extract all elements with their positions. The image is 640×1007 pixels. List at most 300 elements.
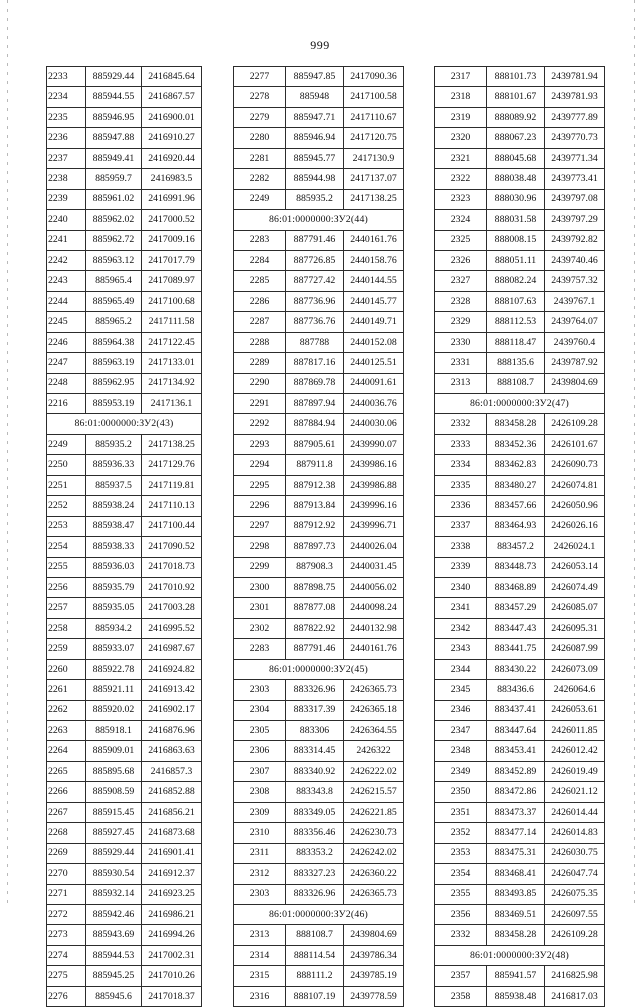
coordinate-row bbox=[435, 537, 605, 557]
y-coordinate: 2439781.94 bbox=[545, 67, 605, 87]
point-number: 2277 bbox=[234, 67, 286, 87]
coordinate-row bbox=[47, 394, 202, 414]
point-number: 2278 bbox=[234, 87, 286, 107]
coordinate-row bbox=[47, 823, 202, 843]
x-coordinate: 885938.48 bbox=[487, 986, 545, 1006]
y-coordinate: 2439770.73 bbox=[545, 128, 605, 148]
point-number: 2233 bbox=[47, 67, 86, 87]
point-number: 2247 bbox=[47, 353, 86, 373]
coordinate-row bbox=[47, 169, 202, 189]
x-coordinate: 887911.8 bbox=[286, 455, 344, 475]
point-number: 2237 bbox=[47, 148, 86, 168]
point-number: 2317 bbox=[435, 67, 487, 87]
parcel-id: 86:01:0000000:ЗУ2(47) bbox=[435, 394, 605, 414]
coordinate-row bbox=[435, 455, 605, 475]
y-coordinate: 2440145.77 bbox=[344, 291, 404, 311]
point-number: 2332 bbox=[435, 925, 487, 945]
x-coordinate: 885941.57 bbox=[487, 966, 545, 986]
y-coordinate: 2416857.3 bbox=[142, 761, 202, 781]
x-coordinate: 887791.46 bbox=[286, 639, 344, 659]
x-coordinate: 885929.44 bbox=[86, 843, 142, 863]
y-coordinate: 2440030.06 bbox=[344, 414, 404, 434]
y-coordinate: 2426087.99 bbox=[545, 639, 605, 659]
y-coordinate: 2426074.81 bbox=[545, 475, 605, 495]
parcel-id: 86:01:0000000:ЗУ2(43) bbox=[47, 414, 202, 434]
y-coordinate: 2439804.69 bbox=[545, 373, 605, 393]
coordinate-row bbox=[47, 516, 202, 536]
y-coordinate: 2416910.27 bbox=[142, 128, 202, 148]
point-number: 2243 bbox=[47, 271, 86, 291]
y-coordinate: 2426109.28 bbox=[545, 925, 605, 945]
y-coordinate: 2417100.44 bbox=[142, 516, 202, 536]
point-number: 2350 bbox=[435, 782, 487, 802]
y-coordinate: 2416900.01 bbox=[142, 107, 202, 127]
x-coordinate: 885938.24 bbox=[86, 496, 142, 516]
coordinate-row bbox=[435, 618, 605, 638]
y-coordinate: 2416983.5 bbox=[142, 169, 202, 189]
x-coordinate: 883436.6 bbox=[487, 680, 545, 700]
x-coordinate: 885936.03 bbox=[86, 557, 142, 577]
point-number: 2299 bbox=[234, 557, 286, 577]
y-coordinate: 2440031.45 bbox=[344, 557, 404, 577]
y-coordinate: 2417009.16 bbox=[142, 230, 202, 250]
coordinate-row bbox=[47, 639, 202, 659]
y-coordinate: 2416817.03 bbox=[545, 986, 605, 1006]
point-number: 2353 bbox=[435, 843, 487, 863]
coordinate-row bbox=[234, 680, 404, 700]
parcel-header-row bbox=[47, 414, 202, 434]
x-coordinate: 883480.27 bbox=[487, 475, 545, 495]
x-coordinate: 883464.93 bbox=[487, 516, 545, 536]
point-number: 2291 bbox=[234, 394, 286, 414]
point-number: 2275 bbox=[47, 966, 86, 986]
coordinate-row bbox=[435, 986, 605, 1006]
point-number: 2313 bbox=[234, 925, 286, 945]
y-coordinate: 2439778.59 bbox=[344, 986, 404, 1006]
coordinate-row bbox=[435, 577, 605, 597]
point-number: 2318 bbox=[435, 87, 487, 107]
coordinate-row bbox=[435, 271, 605, 291]
point-number: 2282 bbox=[234, 169, 286, 189]
point-number: 2252 bbox=[47, 496, 86, 516]
coordinate-row bbox=[234, 639, 404, 659]
coordinates-table-column-1 bbox=[46, 66, 202, 1007]
x-coordinate: 885962.02 bbox=[86, 210, 142, 230]
coordinate-row bbox=[435, 700, 605, 720]
x-coordinate: 883462.83 bbox=[487, 455, 545, 475]
point-number: 2338 bbox=[435, 537, 487, 557]
coordinate-row bbox=[47, 496, 202, 516]
y-coordinate: 2426014.83 bbox=[545, 823, 605, 843]
point-number: 2256 bbox=[47, 577, 86, 597]
scan-edge-left bbox=[7, 0, 8, 905]
point-number: 2272 bbox=[47, 904, 86, 924]
coordinate-row bbox=[234, 598, 404, 618]
y-coordinate: 2426074.49 bbox=[545, 577, 605, 597]
coordinate-row bbox=[234, 864, 404, 884]
coordinate-row bbox=[435, 680, 605, 700]
y-coordinate: 2439996.16 bbox=[344, 496, 404, 516]
point-number: 2326 bbox=[435, 250, 487, 270]
y-coordinate: 2439804.69 bbox=[344, 925, 404, 945]
y-coordinate: 2417111.58 bbox=[142, 312, 202, 332]
point-number: 2331 bbox=[435, 353, 487, 373]
coordinate-row bbox=[435, 721, 605, 741]
y-coordinate: 2416986.21 bbox=[142, 904, 202, 924]
x-coordinate: 883477.14 bbox=[487, 823, 545, 843]
coordinate-row bbox=[47, 107, 202, 127]
y-coordinate: 2426230.73 bbox=[344, 823, 404, 843]
coordinate-row bbox=[435, 659, 605, 679]
point-number: 2321 bbox=[435, 148, 487, 168]
x-coordinate: 885908.59 bbox=[86, 782, 142, 802]
x-coordinate: 883441.75 bbox=[487, 639, 545, 659]
x-coordinate: 885934.2 bbox=[86, 618, 142, 638]
y-coordinate: 2440149.71 bbox=[344, 312, 404, 332]
y-coordinate: 2417100.68 bbox=[142, 291, 202, 311]
coordinate-row bbox=[435, 250, 605, 270]
y-coordinate: 2416867.57 bbox=[142, 87, 202, 107]
point-number: 2341 bbox=[435, 598, 487, 618]
coordinate-row bbox=[234, 271, 404, 291]
x-coordinate: 887736.76 bbox=[286, 312, 344, 332]
coordinate-row bbox=[47, 557, 202, 577]
y-coordinate: 2440091.61 bbox=[344, 373, 404, 393]
y-coordinate: 2426073.09 bbox=[545, 659, 605, 679]
point-number: 2308 bbox=[234, 782, 286, 802]
y-coordinate: 2426011.85 bbox=[545, 721, 605, 741]
x-coordinate: 888031.58 bbox=[487, 210, 545, 230]
page-number: 999 bbox=[310, 38, 330, 52]
x-coordinate: 888089.92 bbox=[487, 107, 545, 127]
point-number: 2310 bbox=[234, 823, 286, 843]
x-coordinate: 883457.2 bbox=[487, 537, 545, 557]
y-coordinate: 2440125.51 bbox=[344, 353, 404, 373]
x-coordinate: 885944.55 bbox=[86, 87, 142, 107]
x-coordinate: 888051.11 bbox=[487, 250, 545, 270]
y-coordinate: 2440144.55 bbox=[344, 271, 404, 291]
coordinate-row bbox=[435, 128, 605, 148]
coordinate-row bbox=[234, 618, 404, 638]
y-coordinate: 2417010.92 bbox=[142, 577, 202, 597]
coordinate-row bbox=[234, 455, 404, 475]
point-number: 2320 bbox=[435, 128, 487, 148]
coordinate-row bbox=[435, 107, 605, 127]
y-coordinate: 2416856.21 bbox=[142, 802, 202, 822]
point-number: 2305 bbox=[234, 721, 286, 741]
point-number: 2263 bbox=[47, 721, 86, 741]
x-coordinate: 883317.39 bbox=[286, 700, 344, 720]
point-number: 2334 bbox=[435, 455, 487, 475]
point-number: 2269 bbox=[47, 843, 86, 863]
x-coordinate: 885965.49 bbox=[86, 291, 142, 311]
x-coordinate: 887898.75 bbox=[286, 577, 344, 597]
coordinate-row bbox=[47, 291, 202, 311]
y-coordinate: 2426014.44 bbox=[545, 802, 605, 822]
x-coordinate: 885944.98 bbox=[286, 169, 344, 189]
point-number: 2246 bbox=[47, 332, 86, 352]
point-number: 2244 bbox=[47, 291, 86, 311]
y-coordinate: 2439797.29 bbox=[545, 210, 605, 230]
coordinate-row bbox=[234, 332, 404, 352]
x-coordinate: 888067.23 bbox=[487, 128, 545, 148]
y-coordinate: 2440026.04 bbox=[344, 537, 404, 557]
point-number: 2314 bbox=[234, 945, 286, 965]
point-number: 2273 bbox=[47, 925, 86, 945]
coordinate-row bbox=[435, 864, 605, 884]
point-number: 2349 bbox=[435, 761, 487, 781]
y-coordinate: 2426064.6 bbox=[545, 680, 605, 700]
y-coordinate: 2439760.4 bbox=[545, 332, 605, 352]
coordinate-row bbox=[47, 986, 202, 1006]
coordinate-row bbox=[234, 67, 404, 87]
y-coordinate: 2416987.67 bbox=[142, 639, 202, 659]
coordinate-row bbox=[234, 373, 404, 393]
coordinate-row bbox=[435, 843, 605, 863]
x-coordinate: 885929.44 bbox=[86, 67, 142, 87]
x-coordinate: 888112.53 bbox=[487, 312, 545, 332]
coordinate-row bbox=[234, 557, 404, 577]
x-coordinate: 885918.1 bbox=[86, 721, 142, 741]
coordinate-row bbox=[47, 67, 202, 87]
x-coordinate: 885945.77 bbox=[286, 148, 344, 168]
point-number: 2329 bbox=[435, 312, 487, 332]
coordinate-row bbox=[234, 148, 404, 168]
x-coordinate: 883468.89 bbox=[487, 577, 545, 597]
x-coordinate: 883475.31 bbox=[487, 843, 545, 863]
y-coordinate: 2440056.02 bbox=[344, 577, 404, 597]
point-number: 2292 bbox=[234, 414, 286, 434]
y-coordinate: 2426101.67 bbox=[545, 434, 605, 454]
point-number: 2300 bbox=[234, 577, 286, 597]
point-number: 2340 bbox=[435, 577, 487, 597]
coordinate-row bbox=[234, 291, 404, 311]
coordinate-row bbox=[47, 618, 202, 638]
x-coordinate: 887727.42 bbox=[286, 271, 344, 291]
x-coordinate: 885935.05 bbox=[86, 598, 142, 618]
x-coordinate: 885922.78 bbox=[86, 659, 142, 679]
point-number: 2260 bbox=[47, 659, 86, 679]
y-coordinate: 2426221.85 bbox=[344, 802, 404, 822]
x-coordinate: 883340.92 bbox=[286, 761, 344, 781]
x-coordinate: 887822.92 bbox=[286, 618, 344, 638]
x-coordinate: 887817.16 bbox=[286, 353, 344, 373]
point-number: 2249 bbox=[234, 189, 286, 209]
y-coordinate: 2416913.42 bbox=[142, 680, 202, 700]
point-number: 2239 bbox=[47, 189, 86, 209]
y-coordinate: 2440152.08 bbox=[344, 332, 404, 352]
x-coordinate: 885946.94 bbox=[286, 128, 344, 148]
x-coordinate: 888082.24 bbox=[487, 271, 545, 291]
y-coordinate: 2426095.31 bbox=[545, 618, 605, 638]
coordinate-row bbox=[234, 475, 404, 495]
y-coordinate: 2426364.55 bbox=[344, 721, 404, 741]
x-coordinate: 887788 bbox=[286, 332, 344, 352]
x-coordinate: 885947.71 bbox=[286, 107, 344, 127]
x-coordinate: 883437.41 bbox=[487, 700, 545, 720]
coordinate-row bbox=[435, 823, 605, 843]
point-number: 2289 bbox=[234, 353, 286, 373]
point-number: 2283 bbox=[234, 230, 286, 250]
point-number: 2261 bbox=[47, 680, 86, 700]
x-coordinate: 883349.05 bbox=[286, 802, 344, 822]
coordinate-row bbox=[47, 659, 202, 679]
coordinate-row bbox=[234, 986, 404, 1006]
point-number: 2242 bbox=[47, 250, 86, 270]
point-number: 2309 bbox=[234, 802, 286, 822]
point-number: 2267 bbox=[47, 802, 86, 822]
x-coordinate: 885935.2 bbox=[86, 434, 142, 454]
x-coordinate: 885964.38 bbox=[86, 332, 142, 352]
coordinate-row bbox=[435, 434, 605, 454]
parcel-header-row bbox=[234, 904, 404, 924]
coordinate-row bbox=[435, 761, 605, 781]
coordinate-row bbox=[234, 414, 404, 434]
y-coordinate: 2417100.58 bbox=[344, 87, 404, 107]
coordinate-row bbox=[234, 761, 404, 781]
point-number: 2313 bbox=[435, 373, 487, 393]
point-number: 2346 bbox=[435, 700, 487, 720]
x-coordinate: 887913.84 bbox=[286, 496, 344, 516]
point-number: 2301 bbox=[234, 598, 286, 618]
point-number: 2268 bbox=[47, 823, 86, 843]
coordinate-row bbox=[47, 598, 202, 618]
coordinate-row bbox=[435, 782, 605, 802]
x-coordinate: 885961.02 bbox=[86, 189, 142, 209]
point-number: 2241 bbox=[47, 230, 86, 250]
y-coordinate: 2426075.35 bbox=[545, 884, 605, 904]
x-coordinate: 885947.85 bbox=[286, 67, 344, 87]
point-number: 2311 bbox=[234, 843, 286, 863]
coordinate-row bbox=[435, 966, 605, 986]
x-coordinate: 883448.73 bbox=[487, 557, 545, 577]
coordinate-row bbox=[47, 761, 202, 781]
point-number: 2324 bbox=[435, 210, 487, 230]
point-number: 2351 bbox=[435, 802, 487, 822]
y-coordinate: 2440132.98 bbox=[344, 618, 404, 638]
y-coordinate: 2417000.52 bbox=[142, 210, 202, 230]
y-coordinate: 2417129.76 bbox=[142, 455, 202, 475]
coordinate-row bbox=[234, 823, 404, 843]
coordinate-row bbox=[47, 475, 202, 495]
coordinate-row bbox=[234, 394, 404, 414]
coordinate-row bbox=[47, 353, 202, 373]
x-coordinate: 885938.47 bbox=[86, 516, 142, 536]
x-coordinate: 885909.01 bbox=[86, 741, 142, 761]
coordinate-row bbox=[435, 639, 605, 659]
point-number: 2264 bbox=[47, 741, 86, 761]
y-coordinate: 2416923.25 bbox=[142, 884, 202, 904]
x-coordinate: 887791.46 bbox=[286, 230, 344, 250]
x-coordinate: 883457.29 bbox=[487, 598, 545, 618]
y-coordinate: 2439777.89 bbox=[545, 107, 605, 127]
coordinate-row bbox=[234, 925, 404, 945]
x-coordinate: 888030.96 bbox=[487, 189, 545, 209]
x-coordinate: 885949.41 bbox=[86, 148, 142, 168]
y-coordinate: 2417137.07 bbox=[344, 169, 404, 189]
coordinate-row bbox=[435, 598, 605, 618]
point-number: 2290 bbox=[234, 373, 286, 393]
y-coordinate: 2426021.12 bbox=[545, 782, 605, 802]
point-number: 2262 bbox=[47, 700, 86, 720]
coordinate-row bbox=[234, 843, 404, 863]
y-coordinate: 2417138.25 bbox=[142, 434, 202, 454]
point-number: 2216 bbox=[47, 394, 86, 414]
y-coordinate: 2416876.96 bbox=[142, 721, 202, 741]
x-coordinate: 887736.96 bbox=[286, 291, 344, 311]
point-number: 2276 bbox=[47, 986, 86, 1006]
x-coordinate: 885965.2 bbox=[86, 312, 142, 332]
coordinate-row bbox=[47, 455, 202, 475]
x-coordinate: 888107.63 bbox=[487, 291, 545, 311]
x-coordinate: 885942.46 bbox=[86, 904, 142, 924]
point-number: 2280 bbox=[234, 128, 286, 148]
coordinate-row bbox=[435, 87, 605, 107]
coordinate-row bbox=[47, 884, 202, 904]
coordinate-row bbox=[435, 414, 605, 434]
coordinate-row bbox=[234, 496, 404, 516]
y-coordinate: 2417110.67 bbox=[344, 107, 404, 127]
x-coordinate: 883353.2 bbox=[286, 843, 344, 863]
y-coordinate: 2417134.92 bbox=[142, 373, 202, 393]
y-coordinate: 2416845.64 bbox=[142, 67, 202, 87]
parcel-header-row bbox=[435, 945, 605, 965]
point-number: 2286 bbox=[234, 291, 286, 311]
y-coordinate: 2439786.34 bbox=[344, 945, 404, 965]
coordinate-row bbox=[47, 189, 202, 209]
x-coordinate: 885946.95 bbox=[86, 107, 142, 127]
x-coordinate: 885927.45 bbox=[86, 823, 142, 843]
coordinate-row bbox=[234, 700, 404, 720]
parcel-id: 86:01:0000000:ЗУ2(48) bbox=[435, 945, 605, 965]
point-number: 2347 bbox=[435, 721, 487, 741]
x-coordinate: 885948 bbox=[286, 87, 344, 107]
x-coordinate: 885938.33 bbox=[86, 537, 142, 557]
y-coordinate: 2439781.93 bbox=[545, 87, 605, 107]
x-coordinate: 885936.33 bbox=[86, 455, 142, 475]
y-coordinate: 2417010.26 bbox=[142, 966, 202, 986]
x-coordinate: 885935.2 bbox=[286, 189, 344, 209]
coordinate-row bbox=[47, 250, 202, 270]
coordinate-row bbox=[435, 557, 605, 577]
coordinate-row bbox=[435, 373, 605, 393]
coordinate-row bbox=[435, 516, 605, 536]
y-coordinate: 2426047.74 bbox=[545, 864, 605, 884]
point-number: 2335 bbox=[435, 475, 487, 495]
x-coordinate: 883430.22 bbox=[487, 659, 545, 679]
point-number: 2283 bbox=[234, 639, 286, 659]
coordinate-row bbox=[234, 87, 404, 107]
y-coordinate: 2416901.41 bbox=[142, 843, 202, 863]
y-coordinate: 2416995.52 bbox=[142, 618, 202, 638]
x-coordinate: 888118.47 bbox=[487, 332, 545, 352]
coordinate-row bbox=[234, 884, 404, 904]
coordinates-table-column-2 bbox=[233, 66, 404, 1007]
x-coordinate: 885945.6 bbox=[86, 986, 142, 1006]
scan-edge-right bbox=[634, 0, 635, 905]
x-coordinate: 885921.11 bbox=[86, 680, 142, 700]
coordinate-row bbox=[47, 537, 202, 557]
point-number: 2265 bbox=[47, 761, 86, 781]
x-coordinate: 885943.69 bbox=[86, 925, 142, 945]
point-number: 2249 bbox=[47, 434, 86, 454]
x-coordinate: 883447.43 bbox=[487, 618, 545, 638]
y-coordinate: 2417089.97 bbox=[142, 271, 202, 291]
point-number: 2293 bbox=[234, 434, 286, 454]
point-number: 2336 bbox=[435, 496, 487, 516]
y-coordinate: 2426030.75 bbox=[545, 843, 605, 863]
y-coordinate: 2426053.61 bbox=[545, 700, 605, 720]
